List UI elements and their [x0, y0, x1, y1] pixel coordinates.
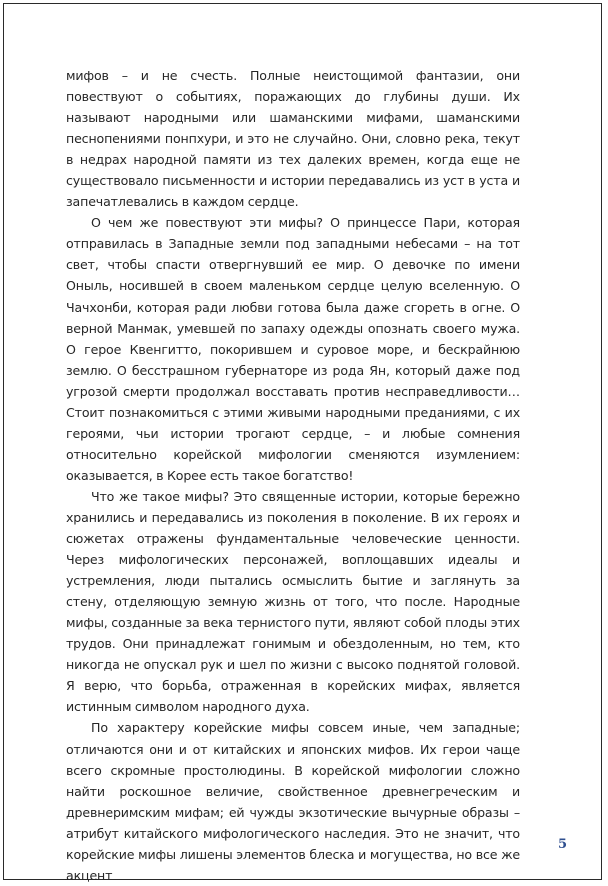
paragraph-2: О чем же повествуют эти мифы? О принцессе Пари, которая отправилась в Западные земли под западными небесами – на тот свет, чтобы спасти отвергнувший ее мир. О девочке по имени Оныль, носившей в своем маленьком сердце целую вселенную. О Чачхонби, которая ради любви готова была даже сгореть в огне. О верной Манмак, умевшей по запаху одежды опознать своего мужа. О герое Квенгитто, покорившем и суровое море, и бескрайнюю землю. О бесстрашном губернаторе из рода Ян, который даже под угрозой смерти продолжал восставать против несправедливости… Стоит познакомиться с этими живыми народными преданиями, с их героями, чьи истории трогают сердце, – и любые сомнения относительно корейской мифологии сменяются изумлением: оказывается, в Корее есть такое богатство!	[66, 215, 520, 483]
paragraph-3: Что же такое мифы? Это священные истории, которые бережно хранились и передавались из поколения в поколение. В их героях и сюжетах отражены фундаментальные человеческие ценности. Через мифологических персонажей, воплощавших идеалы и устремления, люди пытались осмыслить бытие и заглянуть за стену, отделяющую земную жизнь от того, что после. Народные мифы, созданные за века тернистого пути, являют собой плоды этих трудов. Они принадлежат гонимым и обездоленным, но тем, кто никогда не опускал рук и шел по жизни с высоко поднятой головой. Я верю, что борьба, отраженная в корейских мифах, является истинным символом народного духа.	[66, 488, 520, 715]
paragraph-1: мифов – и не счесть. Полные неистощимой фантазии, они повествуют о событиях, поражающих до глубины души. Их называют народными или шаманскими мифами, шаманскими песнопениями понпхури, и это не случайно. Они, словно река, текут в недрах народной памяти из тех далеких времен, когда еще не существовало письменности и истории передавались из уст в уста и запечатлевались в каждом сердце.	[66, 68, 520, 210]
page-number: 5	[558, 837, 568, 852]
book-page	[3, 3, 602, 883]
paragraph-4: По характеру корейские мифы совсем иные, чем западные; отличаются они и от китайских и японских мифов. Их герои чаще всего скромные простолюдины. В корейской мифологии сложно найти роскошное величие, свойственное древнегреческим и древнеримским мифам; ей чужды экзотические вычурные образы – атрибут китайского мифологического наследия. Это не значит, что корейские мифы лишены элементов блеска и могущества, но все же акцент	[66, 720, 520, 883]
body-text	[66, 65, 520, 886]
